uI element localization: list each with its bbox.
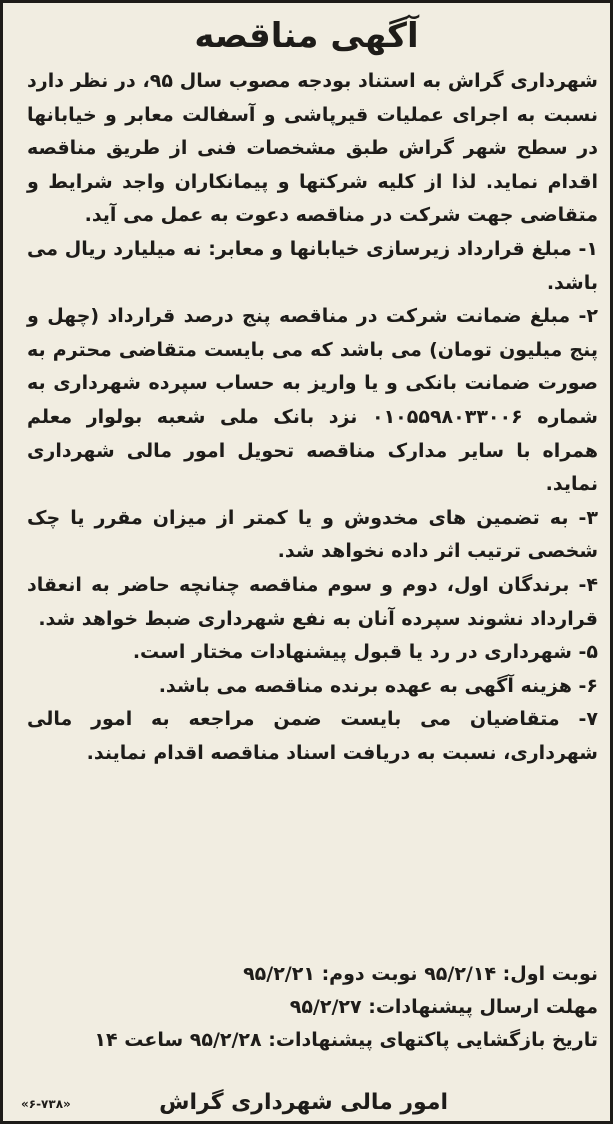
notice-body [27, 65, 598, 770]
notice-code: «۶-۷۳۸» [21, 1097, 71, 1111]
submission-deadline: مهلت ارسال پیشنهادات: ۹۵/۲/۲۷ [289, 996, 598, 1018]
publication-dates: نوبت اول: ۹۵/۲/۱۴ نوبت دوم: ۹۵/۲/۲۱ [243, 963, 598, 985]
notice-dates [27, 958, 598, 1057]
condition-item-6: ۶- هزینه آگهی به عهده برنده مناقصه می باشد. [158, 674, 598, 697]
notice-title: آگهی مناقصه [194, 16, 419, 56]
condition-item-3: ۳- به تضمین های مخدوش و یا کمتر از میزان مقرر یا چک شخصی ترتیب اثر داده نخواهد شد. [27, 506, 598, 563]
notice-intro: شهرداری گراش به استناد بودجه مصوب سال ۹۵، در نظر دارد نسبت به اجرای عملیات قیرپاشی و آسفالت معابر و خیابانها در سطح شهر گراش طبق مشخصات فنی از طریق مناقصه اقدام نماید. لذا از کلیه شرکتها و پیمانکاران واجد شرایط و متقاضی جهت شرکت در مناقصه دعوت به عمل می آید. [27, 70, 598, 227]
condition-item-2: ۲- مبلغ ضمانت شرکت در مناقصه پنج درصد قرارداد (چهل و پنج میلیون تومان) می باشد که می بایست متقاضی محترم به صورت ضمانت بانکی و یا واریز به حساب سپرده شهرداری به شماره ۰۱۰۵۵۹۸۰۳۳۰۰۶ نزد بانک ملی شعبه بولوار معلم همراه با سایر مدارک مناقصه تحویل امور مالی شهرداری نماید. [27, 305, 598, 496]
condition-item-1: ۱- مبلغ قرارداد زیرسازی خیابانها و معابر: نه میلیارد ریال می باشد. [27, 237, 598, 294]
issuer-signature: امور مالی شهرداری گراش [159, 1090, 448, 1115]
opening-date: تاریخ بازگشایی پاکتهای پیشنهادات: ۹۵/۲/۲۸ ساعت ۱۴ [94, 1029, 598, 1051]
condition-item-5: ۵- شهرداری در رد یا قبول پیشنهادات مختار است. [132, 641, 598, 664]
notice-footer [13, 1086, 598, 1120]
condition-item-4: ۴- برندگان اول، دوم و سوم مناقصه چنانچه حاضر به انعقاد قرارداد نشوند سپرده آنان به نفع شهرداری ضبط خواهد شد. [27, 573, 598, 630]
condition-item-7: ۷- متقاضیان می بایست ضمن مراجعه به امور مالی شهرداری، نسبت به دریافت اسناد مناقصه اقدام نمایند. [27, 708, 598, 764]
